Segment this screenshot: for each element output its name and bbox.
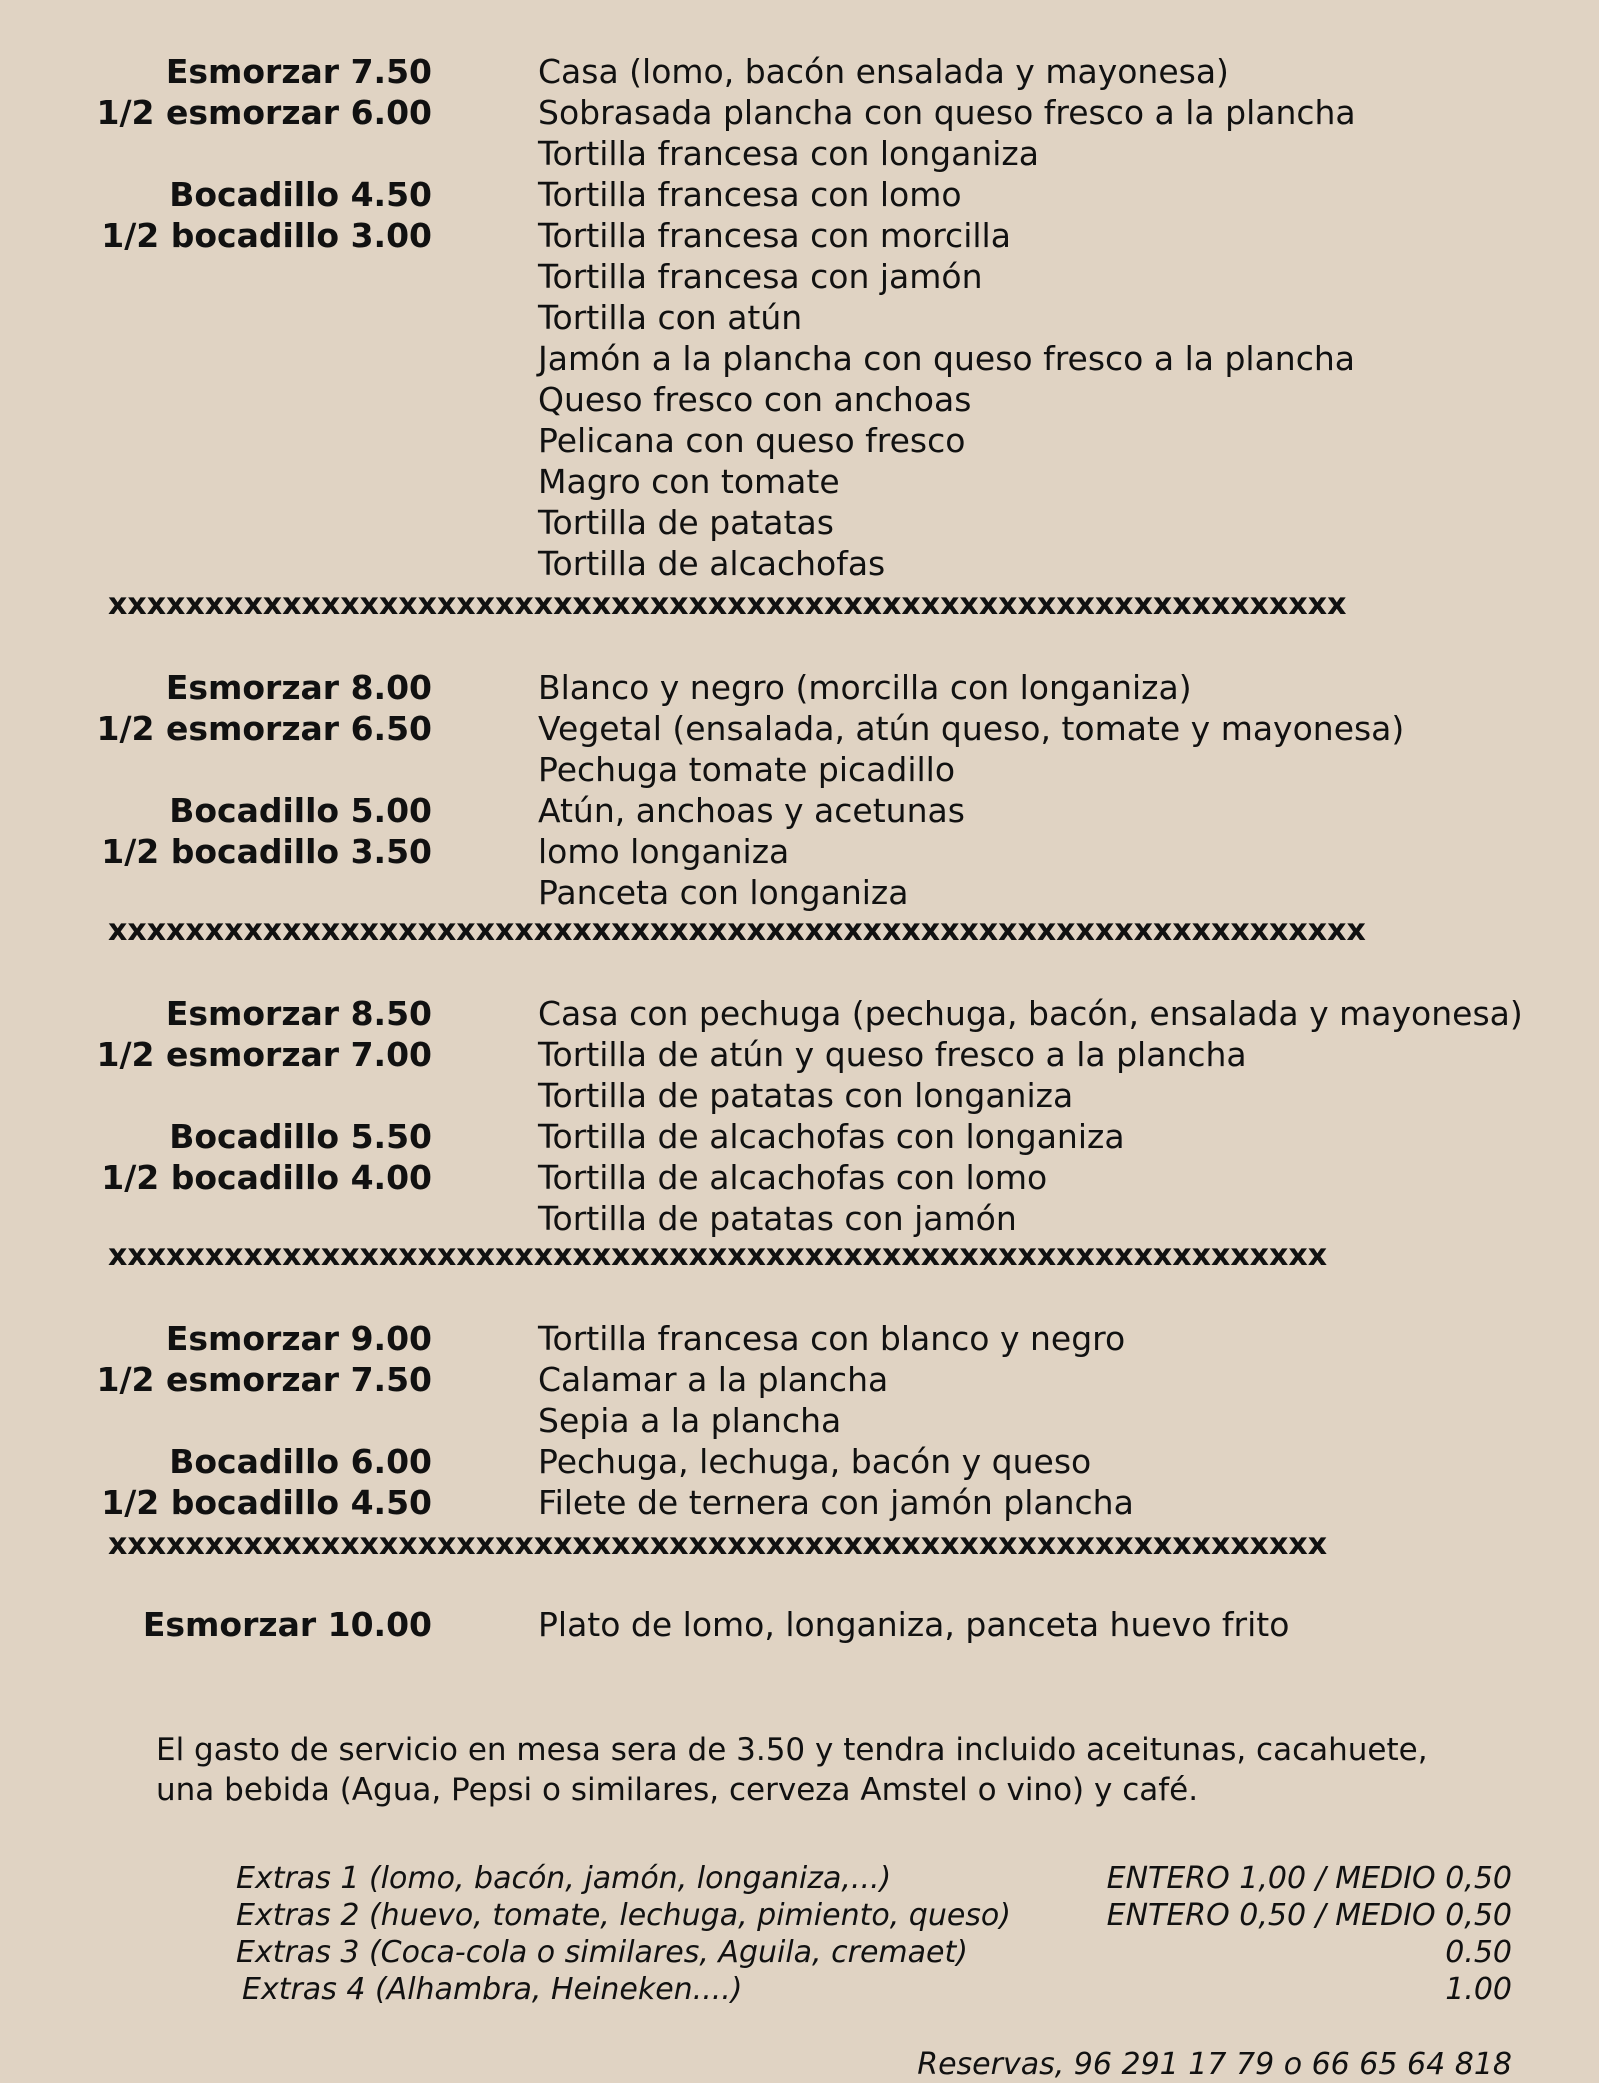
dish-item: Sobrasada plancha con queso fresco a la plancha bbox=[538, 93, 1356, 132]
dish-item: Tortilla francesa con morcilla bbox=[538, 216, 1011, 255]
extra-row bbox=[236, 1860, 1512, 1897]
dish-item: Sepia a la plancha bbox=[538, 1401, 842, 1440]
extra-label: Extras 4 (Alhambra, Heineken....) bbox=[242, 1972, 743, 2007]
extra-row bbox=[236, 1897, 1512, 1934]
price-list bbox=[97, 993, 432, 1198]
price-row: 1/2 bocadillo 4.50 bbox=[101, 1483, 432, 1522]
reservations-contact: Reservas, 96 291 17 79 o 66 65 64 818 bbox=[917, 2047, 1512, 2082]
dish-item: Pelicana con queso fresco bbox=[538, 421, 966, 460]
dish-item: Tortilla francesa con jamón bbox=[538, 257, 983, 296]
extra-price: 0.50 bbox=[1445, 1935, 1512, 1970]
section-separator: xxxxxxxxxxxxxxxxxxxxxxxxxxxxxxxxxxxxxxxxxxxxxxxxxxxxxxxxxxxxxxxxx bbox=[108, 913, 1366, 948]
extra-row bbox=[236, 1934, 1512, 1971]
price-row: Bocadillo 6.00 bbox=[169, 1442, 432, 1481]
dish-item: Tortilla de alcachofas bbox=[538, 544, 886, 583]
dish-list bbox=[538, 1604, 1289, 1645]
dish-item: Tortilla francesa con blanco y negro bbox=[538, 1319, 1126, 1358]
price-row: Bocadillo 5.50 bbox=[169, 1117, 432, 1156]
price-row: Esmorzar 9.00 bbox=[165, 1319, 432, 1358]
dish-item: Jamón a la plancha con queso fresco a la plancha bbox=[538, 339, 1355, 378]
price-row: Bocadillo 4.50 bbox=[169, 175, 432, 214]
dish-item: Filete de ternera con jamón plancha bbox=[538, 1483, 1134, 1522]
dish-item: Tortilla francesa con longaniza bbox=[538, 134, 1039, 173]
extra-price: ENTERO 0,50 / MEDIO 0,50 bbox=[1106, 1898, 1512, 1933]
dish-item: Tortilla de patatas bbox=[538, 503, 834, 542]
service-note: El gasto de servicio en mesa sera de 3.50 y tendra incluido aceitunas, cacahuete, una bebida (Agua, Pepsi o similares, cerveza Amstel o vino) y café. bbox=[156, 1732, 1428, 1808]
extra-label: Extras 2 (huevo, tomate, lechuga, pimiento, queso) bbox=[236, 1898, 1011, 1933]
dish-item: Tortilla de atún y queso fresco a la plancha bbox=[538, 1035, 1247, 1074]
price-row: Bocadillo 5.00 bbox=[169, 791, 432, 830]
dish-list bbox=[538, 51, 1356, 584]
price-row: 1/2 bocadillo 3.50 bbox=[101, 832, 432, 871]
section-separator: xxxxxxxxxxxxxxxxxxxxxxxxxxxxxxxxxxxxxxxxxxxxxxxxxxxxxxxxxxxxxxx bbox=[108, 1527, 1328, 1562]
price-row: 1/2 esmorzar 6.50 bbox=[96, 709, 432, 748]
price-row: Esmorzar 7.50 bbox=[165, 52, 432, 91]
dish-item: Calamar a la plancha bbox=[538, 1360, 889, 1399]
price-row: 1/2 bocadillo 3.00 bbox=[101, 216, 432, 255]
dish-item: Queso fresco con anchoas bbox=[538, 380, 972, 419]
dish-item: Atún, anchoas y acetunas bbox=[538, 791, 965, 830]
price-row: 1/2 esmorzar 6.00 bbox=[96, 93, 432, 132]
extras-list bbox=[236, 1860, 1512, 2008]
extra-price: ENTERO 1,00 / MEDIO 0,50 bbox=[1106, 1861, 1512, 1896]
price-row: 1/2 esmorzar 7.50 bbox=[96, 1360, 432, 1399]
extra-row bbox=[236, 1971, 1512, 2008]
section-separator: xxxxxxxxxxxxxxxxxxxxxxxxxxxxxxxxxxxxxxxxxxxxxxxxxxxxxxxxxxxxxxx bbox=[108, 1238, 1328, 1273]
price-row: Esmorzar 10.00 bbox=[142, 1605, 432, 1644]
extra-label: Extras 1 (lomo, bacón, jamón, longaniza,...) bbox=[236, 1861, 892, 1896]
price-row: Esmorzar 8.00 bbox=[165, 668, 432, 707]
section-separator: xxxxxxxxxxxxxxxxxxxxxxxxxxxxxxxxxxxxxxxxxxxxxxxxxxxxxxxxxxxxxxxx bbox=[108, 587, 1347, 622]
price-row: 1/2 bocadillo 4.00 bbox=[101, 1158, 432, 1197]
extra-price: 1.00 bbox=[1445, 1972, 1512, 2007]
price-row: Esmorzar 8.50 bbox=[165, 994, 432, 1033]
dish-item: Plato de lomo, longaniza, panceta huevo frito bbox=[538, 1605, 1290, 1644]
extra-label: Extras 3 (Coca-cola o similares, Aguila, cremaet) bbox=[236, 1935, 968, 1970]
price-row: 1/2 esmorzar 7.00 bbox=[96, 1035, 432, 1074]
price-list bbox=[97, 667, 432, 872]
dish-item: Casa (lomo, bacón ensalada y mayonesa) bbox=[538, 52, 1229, 91]
dish-list bbox=[538, 667, 1404, 913]
dish-item: Tortilla con atún bbox=[538, 298, 803, 337]
dish-item: Vegetal (ensalada, atún queso, tomate y mayonesa) bbox=[538, 709, 1405, 748]
dish-list bbox=[538, 1318, 1134, 1523]
dish-item: Tortilla de patatas con longaniza bbox=[538, 1076, 1074, 1115]
price-list bbox=[143, 1604, 432, 1645]
dish-item: Panceta con longaniza bbox=[538, 873, 909, 912]
price-list bbox=[97, 1318, 432, 1523]
dish-list bbox=[538, 993, 1523, 1239]
dish-item: Tortilla de alcachofas con lomo bbox=[538, 1158, 1048, 1197]
dish-item: Tortilla de patatas con jamón bbox=[538, 1199, 1017, 1238]
price-list bbox=[97, 51, 432, 256]
dish-item: Magro con tomate bbox=[538, 462, 840, 501]
dish-item: lomo longaniza bbox=[538, 832, 790, 871]
dish-item: Pechuga, lechuga, bacón y queso bbox=[538, 1442, 1092, 1481]
dish-item: Casa con pechuga (pechuga, bacón, ensalada y mayonesa) bbox=[538, 994, 1523, 1033]
dish-item: Pechuga tomate picadillo bbox=[538, 750, 956, 789]
dish-item: Tortilla de alcachofas con longaniza bbox=[538, 1117, 1125, 1156]
dish-item: Tortilla francesa con lomo bbox=[538, 175, 962, 214]
dish-item: Blanco y negro (morcilla con longaniza) bbox=[538, 668, 1192, 707]
